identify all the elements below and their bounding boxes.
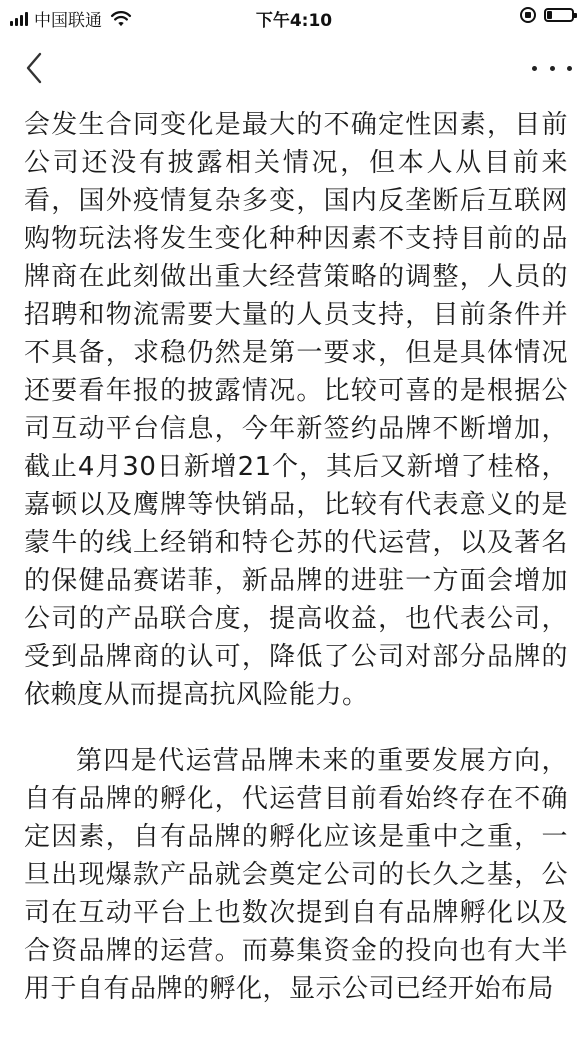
status-bar	[0, 0, 588, 34]
status-time: 下午4:10	[255, 11, 333, 31]
carrier-name: 中国联通	[34, 11, 102, 31]
back-button[interactable]	[18, 48, 54, 88]
chevron-left-icon	[18, 48, 54, 88]
battery-level	[547, 11, 552, 19]
battery-icon	[544, 8, 574, 22]
nav-bar	[0, 34, 588, 106]
status-right	[520, 7, 574, 23]
more-dot	[550, 66, 555, 71]
more-dot	[532, 66, 537, 71]
more-dot	[567, 66, 572, 71]
article-paragraph: 第四是代运营品牌未来的重要发展方向，自有品牌的孵化，代运营目前看始终存在不确定因素，自有品牌的孵化应该是重中之重，一旦出现爆款产品就会奠定公司的长久之基，公司在互动平台上也数次提到自有品牌孵化以及合资品牌的运营。而募集资金的投向也有大半用于自有品牌的孵化，显示公司已经开始布局	[24, 746, 568, 1004]
more-button[interactable]	[532, 56, 572, 80]
article-body	[24, 106, 568, 1008]
orientation-lock-icon	[520, 7, 536, 23]
article-paragraph: 会发生合同变化是最大的不确定性因素，目前公司还没有披露相关情况，但本人从目前来看，国外疫情复杂多变，国内反垄断后互联网购物玩法将发生变化种种因素不支持目前的品牌商在此刻做出重大经营策略的调整，人员的招聘和物流需要大量的人员支持，目前条件并不具备，求稳仍然是第一要求，但是具体情况还要看年报的披露情况。比较可喜的是根据公司互动平台信息，今年新签约品牌不断增加，截止4月30日新增21个，其后又新增了桂格，嘉顿以及鹰牌等快销品，比较有代表意义的是蒙牛的线上经销和特仑苏的代运营，以及著名的保健品赛诺菲，新品牌的进驻一方面会增加公司的产品联合度，提高收益，也代表公司，受到品牌商的认可，降低了公司对部分品牌的依赖度从而提高抗风险能力。	[24, 110, 568, 710]
